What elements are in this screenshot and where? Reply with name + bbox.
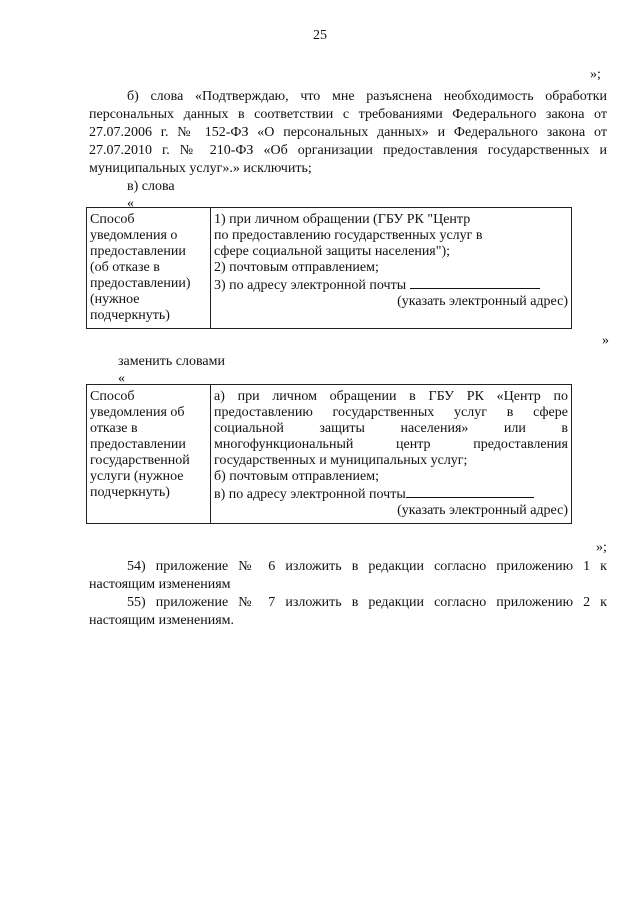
old-label-line: Способ xyxy=(90,212,135,227)
new-label-line: услуги (нужное xyxy=(90,469,184,484)
old-email-option-text: 3) по адресу электронной почты xyxy=(214,278,407,293)
old-email-hint: (указать электронный адрес) xyxy=(397,294,568,309)
old-option-line: по предоставлению государственных услуг в xyxy=(214,228,483,243)
old-label-line: уведомления о xyxy=(90,228,178,243)
old-options-cell xyxy=(211,208,572,329)
new-label-line: Способ xyxy=(90,389,135,404)
closing-quote-2: »; xyxy=(596,540,607,555)
old-option-line: сфере социальной защиты населения"); xyxy=(214,244,451,259)
new-option-line: государственных и муниципальных услуг; xyxy=(214,453,468,468)
new-option-line: предоставлению государственных услуг в сфере xyxy=(214,405,568,420)
item-55-line-2: настоящим изменениям. xyxy=(89,613,235,628)
new-email-hint: (указать электронный адрес) xyxy=(397,503,568,518)
page-number: 25 xyxy=(313,28,327,43)
new-option-line: многофункциональный центр предоставления xyxy=(214,437,568,452)
new-option-line: социальной защиты населения» или в xyxy=(214,421,568,436)
old-option-line: 1) при личном обращении (ГБУ РК "Центр xyxy=(214,212,471,227)
old-notification-table xyxy=(86,207,572,329)
paragraph-b-line-2: персональных данных в соответствии с требованиями Федерального закона от xyxy=(89,107,607,122)
old-label-line: подчеркнуть) xyxy=(90,308,170,323)
new-email-option xyxy=(214,485,568,503)
paragraph-b-line-5: муниципальных услуг».» исключить; xyxy=(89,161,312,176)
item-54-line-1: 54) приложение № 6 изложить в редакции согласно приложению 1 к xyxy=(127,559,607,574)
paragraph-b-line-1: б) слова «Подтверждаю, что мне разъяснена необходимость обработки xyxy=(127,89,607,104)
closing-quote-1: » xyxy=(602,333,609,348)
new-option-line: а) при личном обращении в ГБУ РК «Центр по xyxy=(214,389,568,404)
new-label-line: подчеркнуть) xyxy=(90,485,170,500)
old-label-line: предоставлении) xyxy=(90,276,191,291)
old-label-line: (об отказе в xyxy=(90,260,160,275)
new-options-cell xyxy=(211,385,572,524)
paragraph-b-line-3: 27.07.2006 г. № 152-ФЗ «О персональных данных» и Федерального закона от xyxy=(89,125,607,140)
old-option-line: 2) почтовым отправлением; xyxy=(214,260,379,275)
new-label-line: государственной xyxy=(90,453,190,468)
email-blank-line xyxy=(406,485,534,498)
new-option-line: б) почтовым отправлением; xyxy=(214,469,379,484)
closing-quote-mark: »; xyxy=(590,67,601,82)
old-label-line: (нужное xyxy=(90,292,140,307)
new-label-line: отказе в xyxy=(90,421,138,436)
replace-with-text: заменить словами xyxy=(118,354,225,369)
paragraph-b-line-4: 27.07.2010 г. № 210-ФЗ «Об организации предоставления государственных и xyxy=(89,143,607,158)
old-label-cell xyxy=(87,208,211,329)
new-label-cell xyxy=(87,385,211,524)
new-label-line: предоставлении xyxy=(90,437,186,452)
new-email-option-text: в) по адресу электронной почты xyxy=(214,487,406,502)
paragraph-v: в) слова xyxy=(127,179,175,194)
new-label-line: уведомления об xyxy=(90,405,185,420)
email-blank-line xyxy=(410,276,540,289)
old-email-option xyxy=(214,276,568,294)
item-54-line-2: настоящим изменениям xyxy=(89,577,231,592)
item-55-line-1: 55) приложение № 7 изложить в редакции согласно приложению 2 к xyxy=(127,595,607,610)
opening-quote-2: « xyxy=(118,371,125,386)
old-label-line: предоставлении xyxy=(90,244,186,259)
opening-quote-1: « xyxy=(127,196,134,211)
new-notification-table xyxy=(86,384,572,524)
